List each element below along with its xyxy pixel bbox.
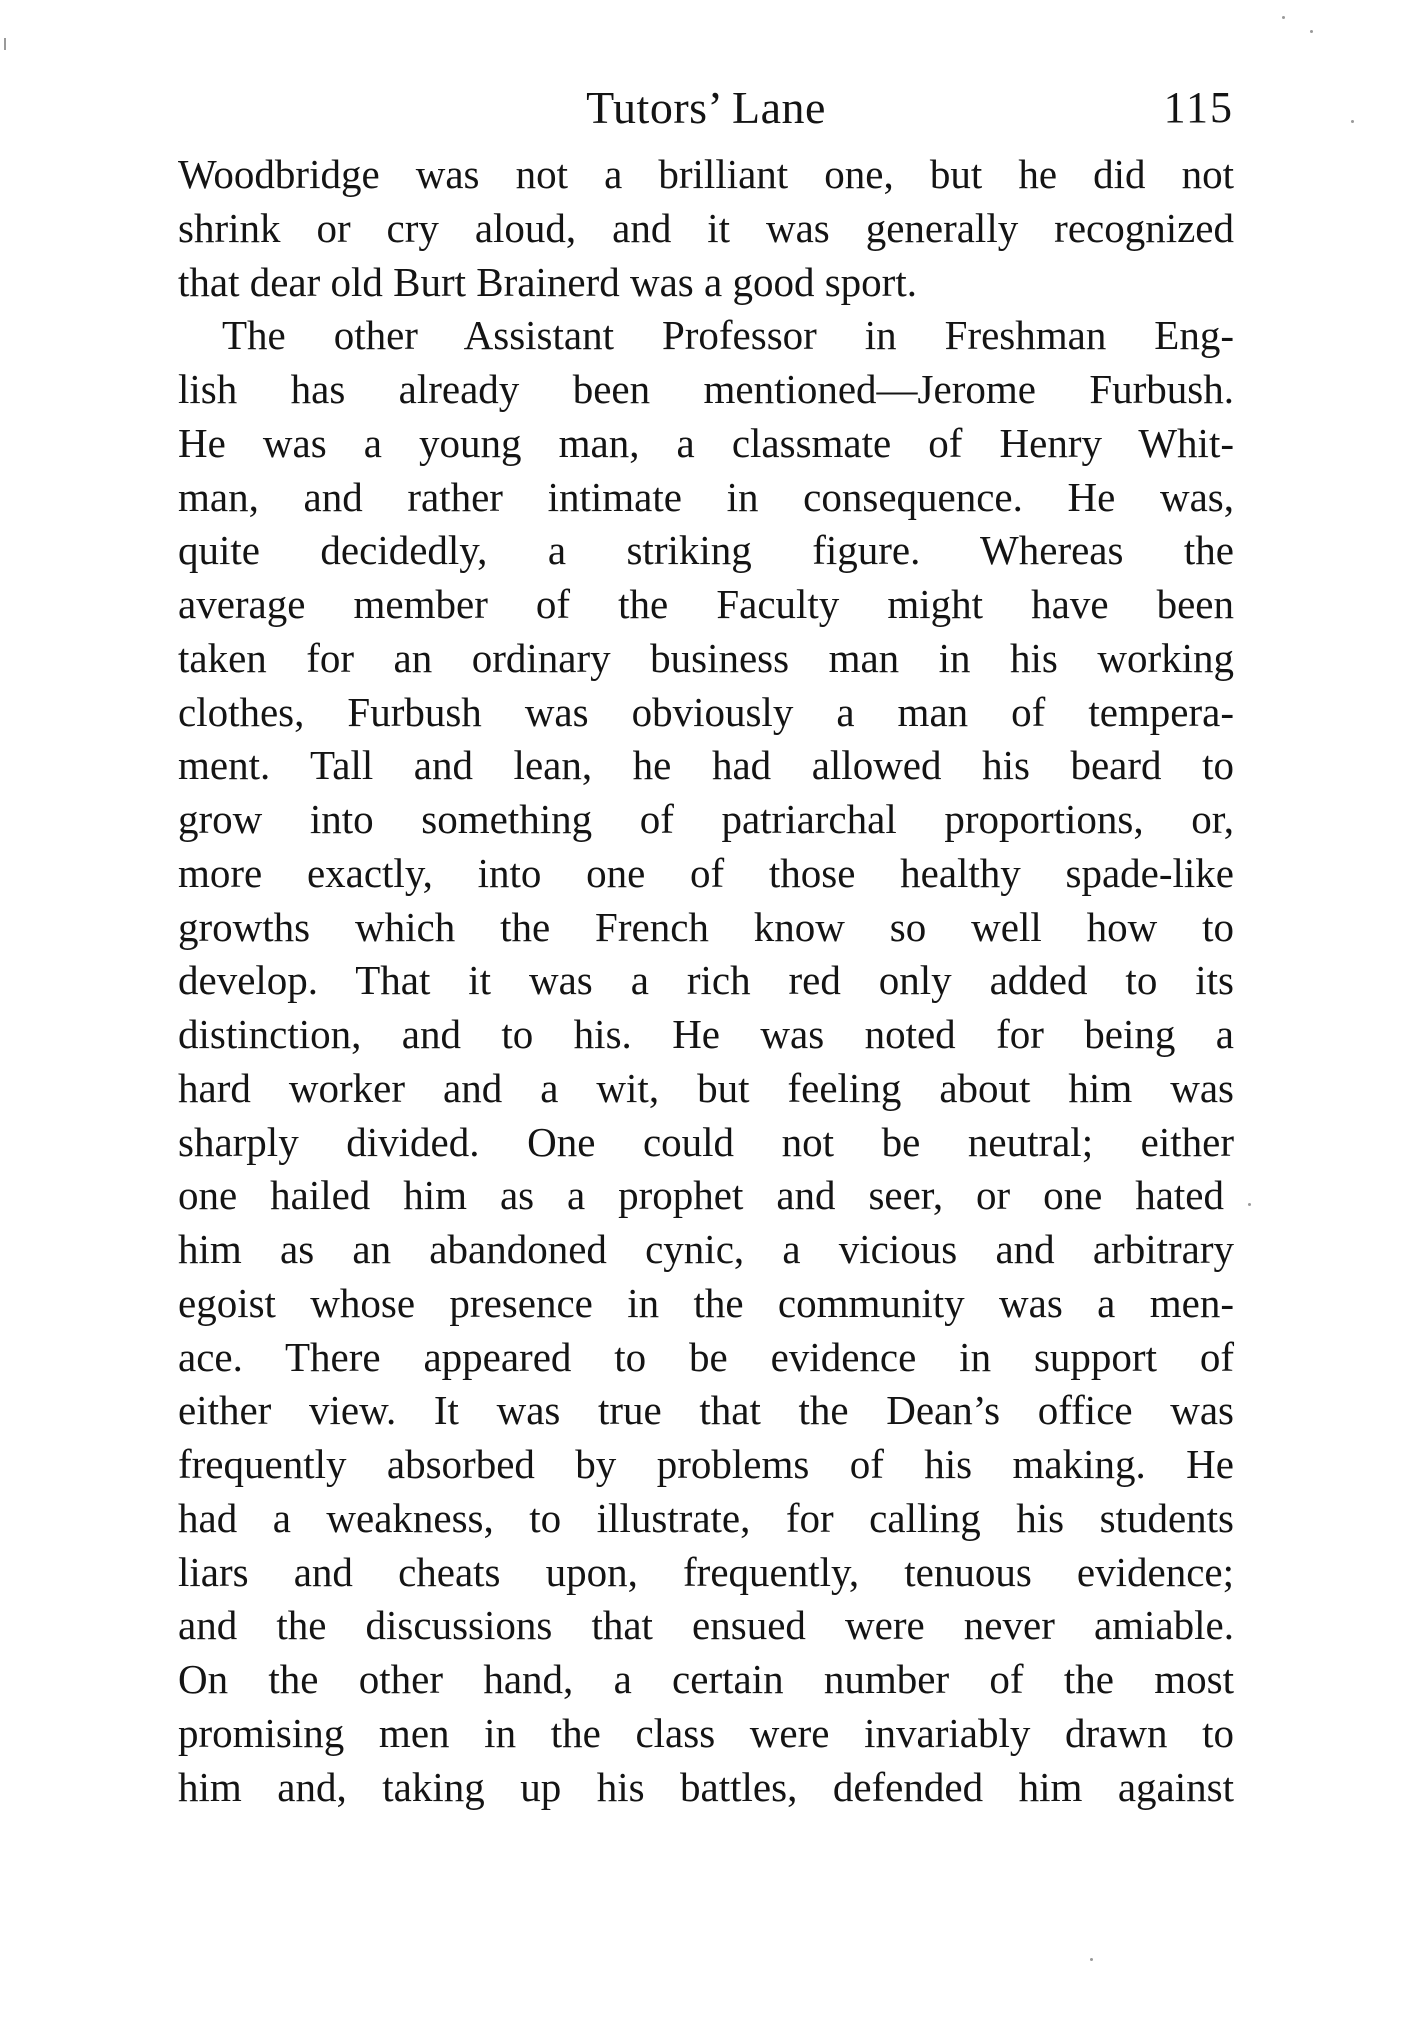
scan-speck bbox=[1351, 120, 1354, 123]
scan-speck bbox=[1090, 1958, 1093, 1961]
scan-speck bbox=[1310, 30, 1313, 33]
page-number: 115 bbox=[1163, 83, 1234, 132]
text-line: He was a young man, a classmate of Henry Whit- bbox=[178, 419, 1234, 466]
text-line: had a weakness, to illustrate, for calling his students bbox=[178, 1494, 1234, 1541]
text-line: him as an abandoned cynic, a vicious and arbitrary bbox=[178, 1226, 1234, 1272]
scan-speck bbox=[1282, 16, 1285, 19]
scan-speck bbox=[1248, 1203, 1251, 1206]
text-line: develop. That it was a rich red only added to its bbox=[178, 957, 1234, 1004]
text-line: man, and rather intimate in consequence. He was, bbox=[178, 473, 1234, 520]
body-text bbox=[178, 148, 1234, 1814]
running-title: Tutors’ Lane bbox=[586, 82, 826, 133]
text-line: sharply divided. One could not be neutral; either bbox=[178, 1118, 1234, 1165]
text-line: grow into something of patriarchal proportions, or, bbox=[178, 796, 1234, 842]
text-line: hard worker and a wit, but feeling about him was bbox=[178, 1064, 1234, 1111]
text-line: that dear old Burt Brainerd was a good sport. bbox=[178, 258, 917, 305]
text-line: either view. It was true that the Dean’s office was bbox=[178, 1387, 1234, 1434]
text-line: him and, taking up his battles, defended him against bbox=[178, 1763, 1234, 1810]
text-line: frequently absorbed by problems of his making. He bbox=[178, 1441, 1234, 1487]
text-line: clothes, Furbush was obviously a man of tempera- bbox=[178, 688, 1234, 735]
text-line: average member of the Faculty might have been bbox=[178, 581, 1234, 627]
text-line: and the discussions that ensued were never amiable. bbox=[178, 1602, 1234, 1649]
text-line: ment. Tall and lean, he had allowed his beard to bbox=[178, 742, 1234, 789]
scan-speck bbox=[4, 38, 6, 50]
text-line: lish has already been mentioned—Jerome Furbush. bbox=[178, 366, 1234, 412]
text-line: distinction, and to his. He was noted for being a bbox=[178, 1011, 1234, 1057]
text-line: Woodbridge was not a brilliant one, but he did not bbox=[178, 151, 1234, 197]
text-line: egoist whose presence in the community was a men- bbox=[178, 1279, 1234, 1326]
text-line: The other Assistant Professor in Freshman Eng- bbox=[222, 312, 1234, 359]
text-line: more exactly, into one of those healthy spade-like bbox=[178, 849, 1234, 896]
text-line: taken for an ordinary business man in his working bbox=[178, 634, 1234, 681]
text-line: ace. There appeared to be evidence in support of bbox=[178, 1333, 1234, 1380]
text-line: quite decidedly, a striking figure. Whereas the bbox=[178, 527, 1234, 574]
text-line: liars and cheats upon, frequently, tenuous evidence; bbox=[178, 1548, 1234, 1595]
text-line: promising men in the class were invariably drawn to bbox=[178, 1709, 1234, 1756]
text-line: shrink or cry aloud, and it was generally recognized bbox=[178, 204, 1234, 251]
text-line: one hailed him as a prophet and seer, or one hated bbox=[178, 1172, 1224, 1219]
text-line: growths which the French know so well how to bbox=[178, 903, 1234, 950]
text-line: On the other hand, a certain number of the most bbox=[178, 1656, 1234, 1702]
running-head bbox=[178, 78, 1234, 138]
